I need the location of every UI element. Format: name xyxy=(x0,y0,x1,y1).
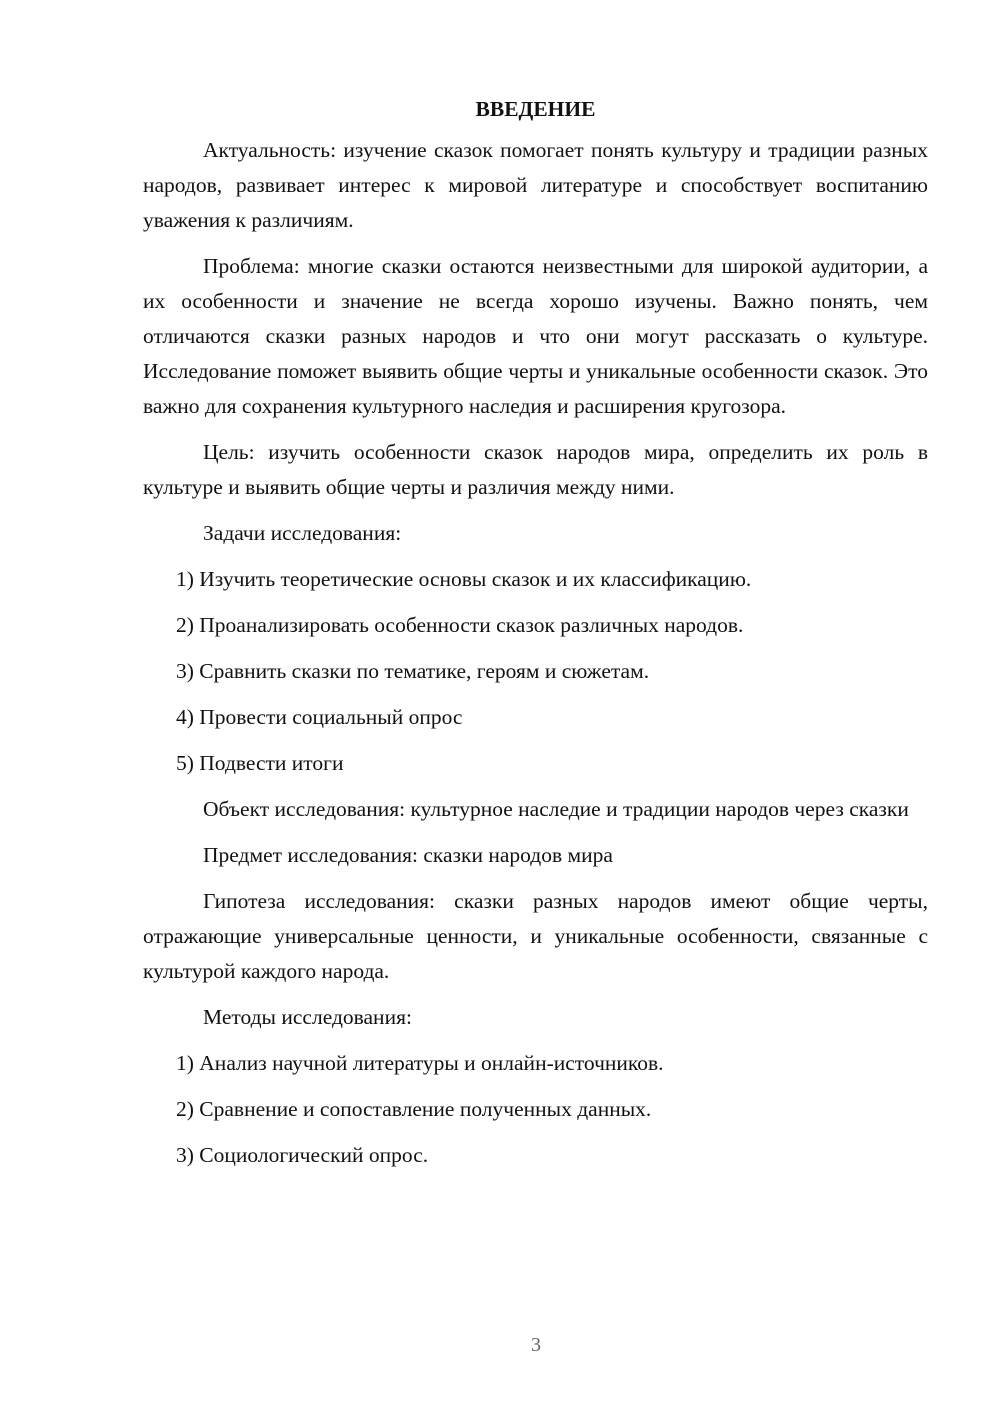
subject-paragraph: Предмет исследования: сказки народов мира xyxy=(203,843,613,867)
hypothesis-paragraph: Гипотеза исследования: сказки разных народов имеют общие черты, отражающие универсальные ценности, и уникальные особенности, связанные с культурой каждого народа. xyxy=(143,889,928,983)
relevance-paragraph: Актуальность: изучение сказок помогает понять культуру и традиции разных народов, развивает интерес к мировой литературе и способствует воспитанию уважения к различиям. xyxy=(143,138,928,232)
object-paragraph: Объект исследования: культурное наследие и традиции народов через сказки xyxy=(203,797,909,821)
goal-paragraph: Цель: изучить особенности сказок народов мира, определить их роль в культуре и выявить общие черты и различия между ними. xyxy=(143,440,928,499)
list-item: 4) Провести социальный опрос xyxy=(176,705,463,729)
list-item: 2) Проанализировать особенности сказок различных народов. xyxy=(176,613,744,637)
list-item: 1) Изучить теоретические основы сказок и их классификацию. xyxy=(176,567,752,591)
list-item: 1) Анализ научной литературы и онлайн-источников. xyxy=(176,1051,664,1075)
section-title: ВВЕДЕНИЕ xyxy=(475,97,596,121)
list-item: 3) Сравнить сказки по тематике, героям и сюжетам. xyxy=(176,659,650,683)
tasks-list xyxy=(143,562,928,781)
methods-heading: Методы исследования: xyxy=(203,1005,412,1029)
list-item: 2) Сравнение и сопоставление полученных данных. xyxy=(176,1097,652,1121)
list-item: 3) Социологический опрос. xyxy=(176,1143,429,1167)
problem-paragraph: Проблема: многие сказки остаются неизвестными для широкой аудитории, а их особенности и значение не всегда хорошо изучены. Важно понять, чем отличаются сказки разных народов и что они могут рассказать о культуре. Исследование поможет выявить общие черты и уникальные особенности сказок. Это важно для сохранения культурного наследия и расширения кругозора. xyxy=(143,254,928,418)
methods-list xyxy=(143,1046,928,1173)
list-item: 5) Подвести итоги xyxy=(176,751,344,775)
page-number: 3 xyxy=(531,1334,541,1356)
document-body xyxy=(143,92,928,1184)
tasks-heading: Задачи исследования: xyxy=(203,521,402,545)
